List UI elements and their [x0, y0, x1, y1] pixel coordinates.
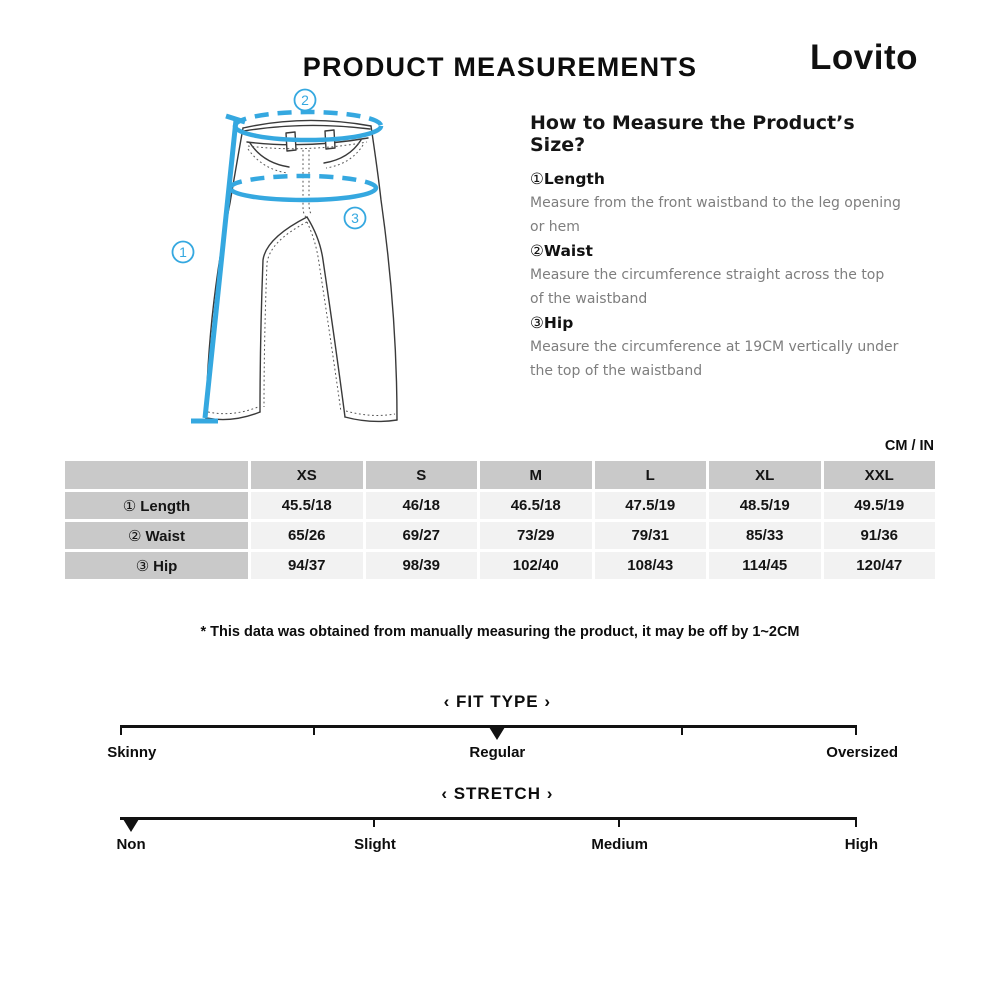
stretch-axis — [120, 817, 857, 831]
cell-hip-s: 98/39 — [366, 552, 478, 579]
measure-item-length-title: ①Length — [530, 170, 605, 188]
cell-hip-xl: 114/45 — [709, 552, 821, 579]
stretch-label-medium: Medium — [591, 836, 649, 853]
cell-waist-l: 79/31 — [595, 522, 707, 549]
unit-label: CM / IN — [884, 438, 934, 454]
axis-tick — [120, 725, 122, 735]
col-header-s: S — [366, 461, 478, 489]
cell-hip-l: 108/43 — [595, 552, 707, 579]
col-header-xs: XS — [251, 461, 363, 489]
col-header-m: M — [480, 461, 592, 489]
row-label-hip: ③ Hip — [65, 552, 248, 579]
page-title: PRODUCT MEASUREMENTS — [302, 52, 698, 82]
table-row-waist — [65, 522, 935, 549]
cell-length-xl: 48.5/19 — [709, 492, 821, 519]
cell-waist-xl: 85/33 — [709, 522, 821, 549]
how-to-heading: How to Measure the Product’s Size? — [530, 112, 855, 156]
waist-circled-number: ② — [530, 242, 544, 260]
pants-diagram-icon — [150, 88, 480, 438]
cell-length-s: 46/18 — [366, 492, 478, 519]
measure-item-waist-title: ②Waist — [530, 242, 593, 260]
measure-item-hip-desc: Measure the circumference at 19CM vertically under the top of the waistband — [530, 339, 899, 379]
length-marker-number: 1 — [179, 244, 187, 260]
fit-type-title: ‹ FIT TYPE › — [443, 692, 552, 711]
brand-logo: Lovito — [810, 38, 918, 77]
axis-tick — [313, 725, 315, 735]
row-label-waist: ② Waist — [65, 522, 248, 549]
cell-waist-s: 69/27 — [366, 522, 478, 549]
axis-tick — [855, 725, 857, 735]
cell-length-xs: 45.5/18 — [251, 492, 363, 519]
fit-label-oversized: Oversized — [826, 744, 899, 761]
hip-circled-number: ③ — [530, 314, 544, 332]
col-header-xxl: XXL — [824, 461, 936, 489]
axis-line — [120, 817, 857, 820]
measurement-disclaimer: * This data was obtained from manually measuring the product, it may be off by 1~2CM — [200, 624, 800, 640]
table-row-length — [65, 492, 935, 519]
fit-label-skinny: Skinny — [107, 744, 157, 761]
stretch-title: ‹ STRETCH › — [441, 784, 554, 803]
corner-cell — [65, 461, 248, 489]
cell-waist-xxl: 91/36 — [824, 522, 936, 549]
cell-hip-m: 102/40 — [480, 552, 592, 579]
cell-waist-xs: 65/26 — [251, 522, 363, 549]
cell-waist-m: 73/29 — [480, 522, 592, 549]
stretch-selected-marker — [123, 819, 139, 832]
length-circled-number: ① — [530, 170, 544, 188]
cell-length-xxl: 49.5/19 — [824, 492, 936, 519]
waist-marker-number: 2 — [301, 92, 309, 108]
cell-hip-xxl: 120/47 — [824, 552, 936, 579]
axis-tick — [373, 817, 375, 827]
stretch-label-slight: Slight — [354, 836, 396, 853]
fit-label-regular: Regular — [469, 744, 526, 761]
stretch-scale — [116, 784, 879, 864]
cell-length-l: 47.5/19 — [595, 492, 707, 519]
fit-type-selected-marker — [489, 727, 505, 740]
cell-hip-xs: 94/37 — [251, 552, 363, 579]
measure-item-hip-title: ③Hip — [530, 314, 574, 332]
measure-item-waist-desc: Measure the circumference straight across the top of the waistband — [530, 267, 885, 307]
table-row-hip — [65, 552, 935, 579]
size-table-header-row — [65, 461, 935, 489]
measure-item-length-desc: Measure from the front waistband to the leg opening or hem — [530, 195, 901, 235]
how-to-measure-section — [530, 112, 902, 383]
stretch-label-high: High — [844, 836, 879, 853]
axis-tick — [618, 817, 620, 827]
axis-tick — [681, 725, 683, 735]
size-table — [62, 458, 938, 582]
row-label-length: ① Length — [65, 492, 248, 519]
fit-type-scale — [107, 692, 899, 772]
stretch-label-non: Non — [116, 836, 146, 853]
axis-tick — [855, 817, 857, 827]
cell-length-m: 46.5/18 — [480, 492, 592, 519]
col-header-l: L — [595, 461, 707, 489]
fit-type-axis — [120, 725, 857, 739]
col-header-xl: XL — [709, 461, 821, 489]
hip-marker-number: 3 — [351, 210, 359, 226]
